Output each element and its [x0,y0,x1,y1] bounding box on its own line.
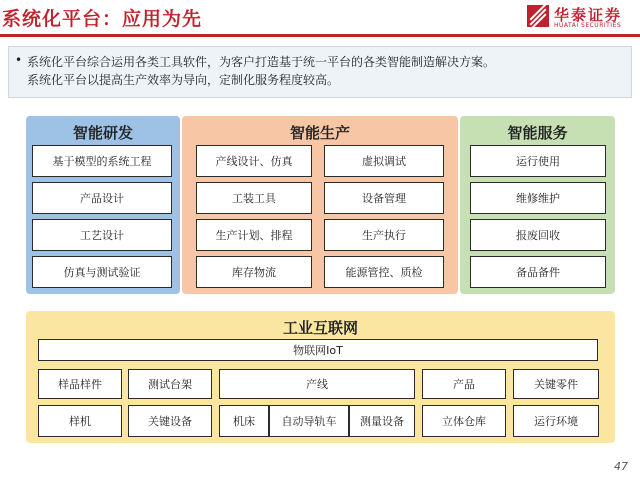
rd-section [26,116,180,294]
iiot-item: 测量设备 [349,405,415,437]
service-item: 维修维护 [470,182,606,214]
production-section [182,116,458,294]
intro-line-2: 系统化平台以提高生产效率为导向，定制化服务程度较高。 [27,73,340,87]
iiot-item: 产线 [219,369,415,399]
iiot-item: 产品 [422,369,506,399]
header-divider [0,34,640,37]
iiot-item: 关键零件 [513,369,599,399]
logo-name-cn: 华泰证券 [554,6,623,24]
production-item: 工装工具 [196,182,312,214]
rd-item: 仿真与测试验证 [32,256,172,288]
iiot-item: 样机 [38,405,122,437]
iiot-item: 自动导轨车 [269,405,349,437]
service-title: 智能服务 [507,124,568,142]
production-item: 生产执行 [324,219,444,251]
service-section [460,116,615,294]
iiot-title: 工业互联网 [282,319,358,337]
intro-line-1: 系统化平台综合运用各类工具软件，为客户打造基于统一平台的各类智能制造解决方案。 [27,55,496,69]
production-item: 生产计划、排程 [196,219,312,251]
service-item: 报废回收 [470,219,606,251]
rd-item: 基于模型的系统工程 [32,145,172,177]
production-item: 库存物流 [196,256,312,288]
rd-item: 产品设计 [32,182,172,214]
page-number: 47 [614,460,628,473]
production-title: 智能生产 [289,124,350,142]
iiot-item: 测试台架 [128,369,212,399]
production-item: 能源管控、质检 [324,256,444,288]
production-item: 设备管理 [324,182,444,214]
rd-title: 智能研发 [72,124,133,142]
rd-item: 工艺设计 [32,219,172,251]
service-item: 备品备件 [470,256,606,288]
huatai-logo-icon [527,5,549,27]
production-item: 产线设计、仿真 [196,145,312,177]
iiot-item: 立体仓库 [422,405,506,437]
production-item: 虚拟调试 [324,145,444,177]
iiot-item: 机床 [219,405,269,437]
intro-panel [8,46,632,98]
logo-name-en: HUATAI SECURITIES [554,22,622,29]
iiot-item: 样品样件 [38,369,122,399]
page-title: 系统化平台：应用为先 [2,8,203,30]
iiot-item: 关键设备 [128,405,212,437]
service-item: 运行使用 [470,145,606,177]
iot-bar: 物联网IoT [38,339,598,361]
iiot-item: 运行环境 [513,405,599,437]
iiot-section [26,311,615,443]
bullet-marker: • [15,53,23,67]
